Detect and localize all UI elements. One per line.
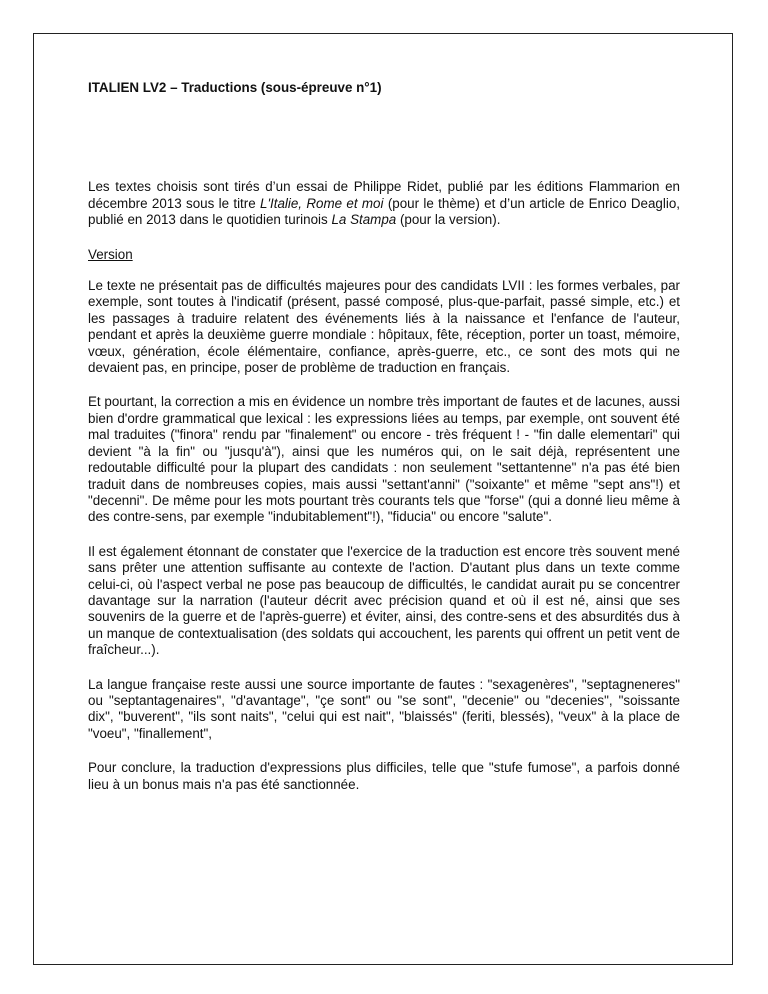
paragraph-french-language: La langue française reste aussi une source importante de fautes : "sexagenères", "septagneneres" ou "septantagenaires", "d'avantage", "çe sont" ou "se sont", "decenie" ou "decenies", "soissante dix", "buverent", "ils sont naits", "celui qui est nait", "blaissés" (feriti, blessés), "veux" à la place de "voeu", "finallement", — [88, 676, 680, 741]
intro-text-1: Les textes choisis sont tirés d’un essai de Philippe Ridet, publié par les éditions Flammarion en décembre 2013 sous le titre — [88, 179, 680, 211]
document-body — [88, 80, 680, 811]
document-title: ITALIEN LV2 – Traductions (sous-épreuve n°1) — [88, 80, 382, 95]
paragraph-conclusion: Pour conclure, la traduction d'expressions plus difficiles, telle que "stufe fumose", a parfois donné lieu à un bonus mais n'a pas été sanctionnée. — [88, 760, 680, 792]
intro-paragraph — [88, 179, 680, 228]
paragraph-errors: Et pourtant, la correction a mis en évidence un nombre très important de fautes et de lacunes, aussi bien d'ordre grammatical que lexical : les expressions liées au temps, par exemple, ont souvent été mal traduites ("finora" rendu par "finalement" ou encore - très fréquent ! - "fin dalle elementari" qui devient "à la fin" ou "jusqu'à"), ainsi que les numéros qui, on le sait déjà, représentent une redoutable difficulté pour la plupart des candidats : non seulement "settantenne" n'a pas été bien traduit dans de nombreuses copies, mais aussi "settant'anni" ("soixante" et même "sept ans"!) et "decenni". De même pour les mots pourtant très courants tels que "forse" (qui a donné lieu même à des contre-sens, par exemple "indubitablement"!), "fiducia" ou encore "salute". — [88, 394, 680, 525]
newspaper-title: La Stampa — [331, 212, 397, 228]
paragraph-difficulties: Le texte ne présentait pas de difficultés majeures pour des candidats LVII : les formes verbales, par exemple, sont toutes à l'indicatif (présent, passé composé, plus-que-parfait, passé simple, etc.) et les passages à traduire relatent des événements liés à la naissance et l'enfance de l'auteur, pendant et après la deuxième guerre mondiale : hôpitaux, fête, réception, porter un toast, mémoire, vœux, génération, école élémentaire, confiance, après-guerre, etc., ce sont des mots qui ne devaient pas, en principe, poser de problème de traduction en français. — [88, 278, 680, 376]
book-title: L'Italie, Rome et moi — [260, 195, 384, 211]
section-heading-version: Version — [88, 246, 133, 262]
intro-text-3: (pour la version). — [396, 212, 501, 228]
paragraph-context: Il est également étonnant de constater que l'exercice de la traduction est encore très souvent mené sans prêter une attention suffisante au contexte de l'action. D'autant plus dans un texte comme celui-ci, où l'aspect verbal ne pose pas beaucoup de difficultés, le candidat aurait pu se concentrer davantage sur la narration (l'auteur décrit avec précision quand et où il est né, ainsi que ses souvenirs de la guerre et de l'après-guerre) et éviter, ainsi, des contre-sens et des absurdités dus à un manque de contextualisation (des soldats qui accouchent, les parents qui offrent un petit vent de fraîcheur...). — [88, 543, 680, 658]
intro-text-2: (pour le thème) et d’un article de Enrico Deaglio, publié en 2013 dans le quotidien turinois — [88, 195, 680, 228]
